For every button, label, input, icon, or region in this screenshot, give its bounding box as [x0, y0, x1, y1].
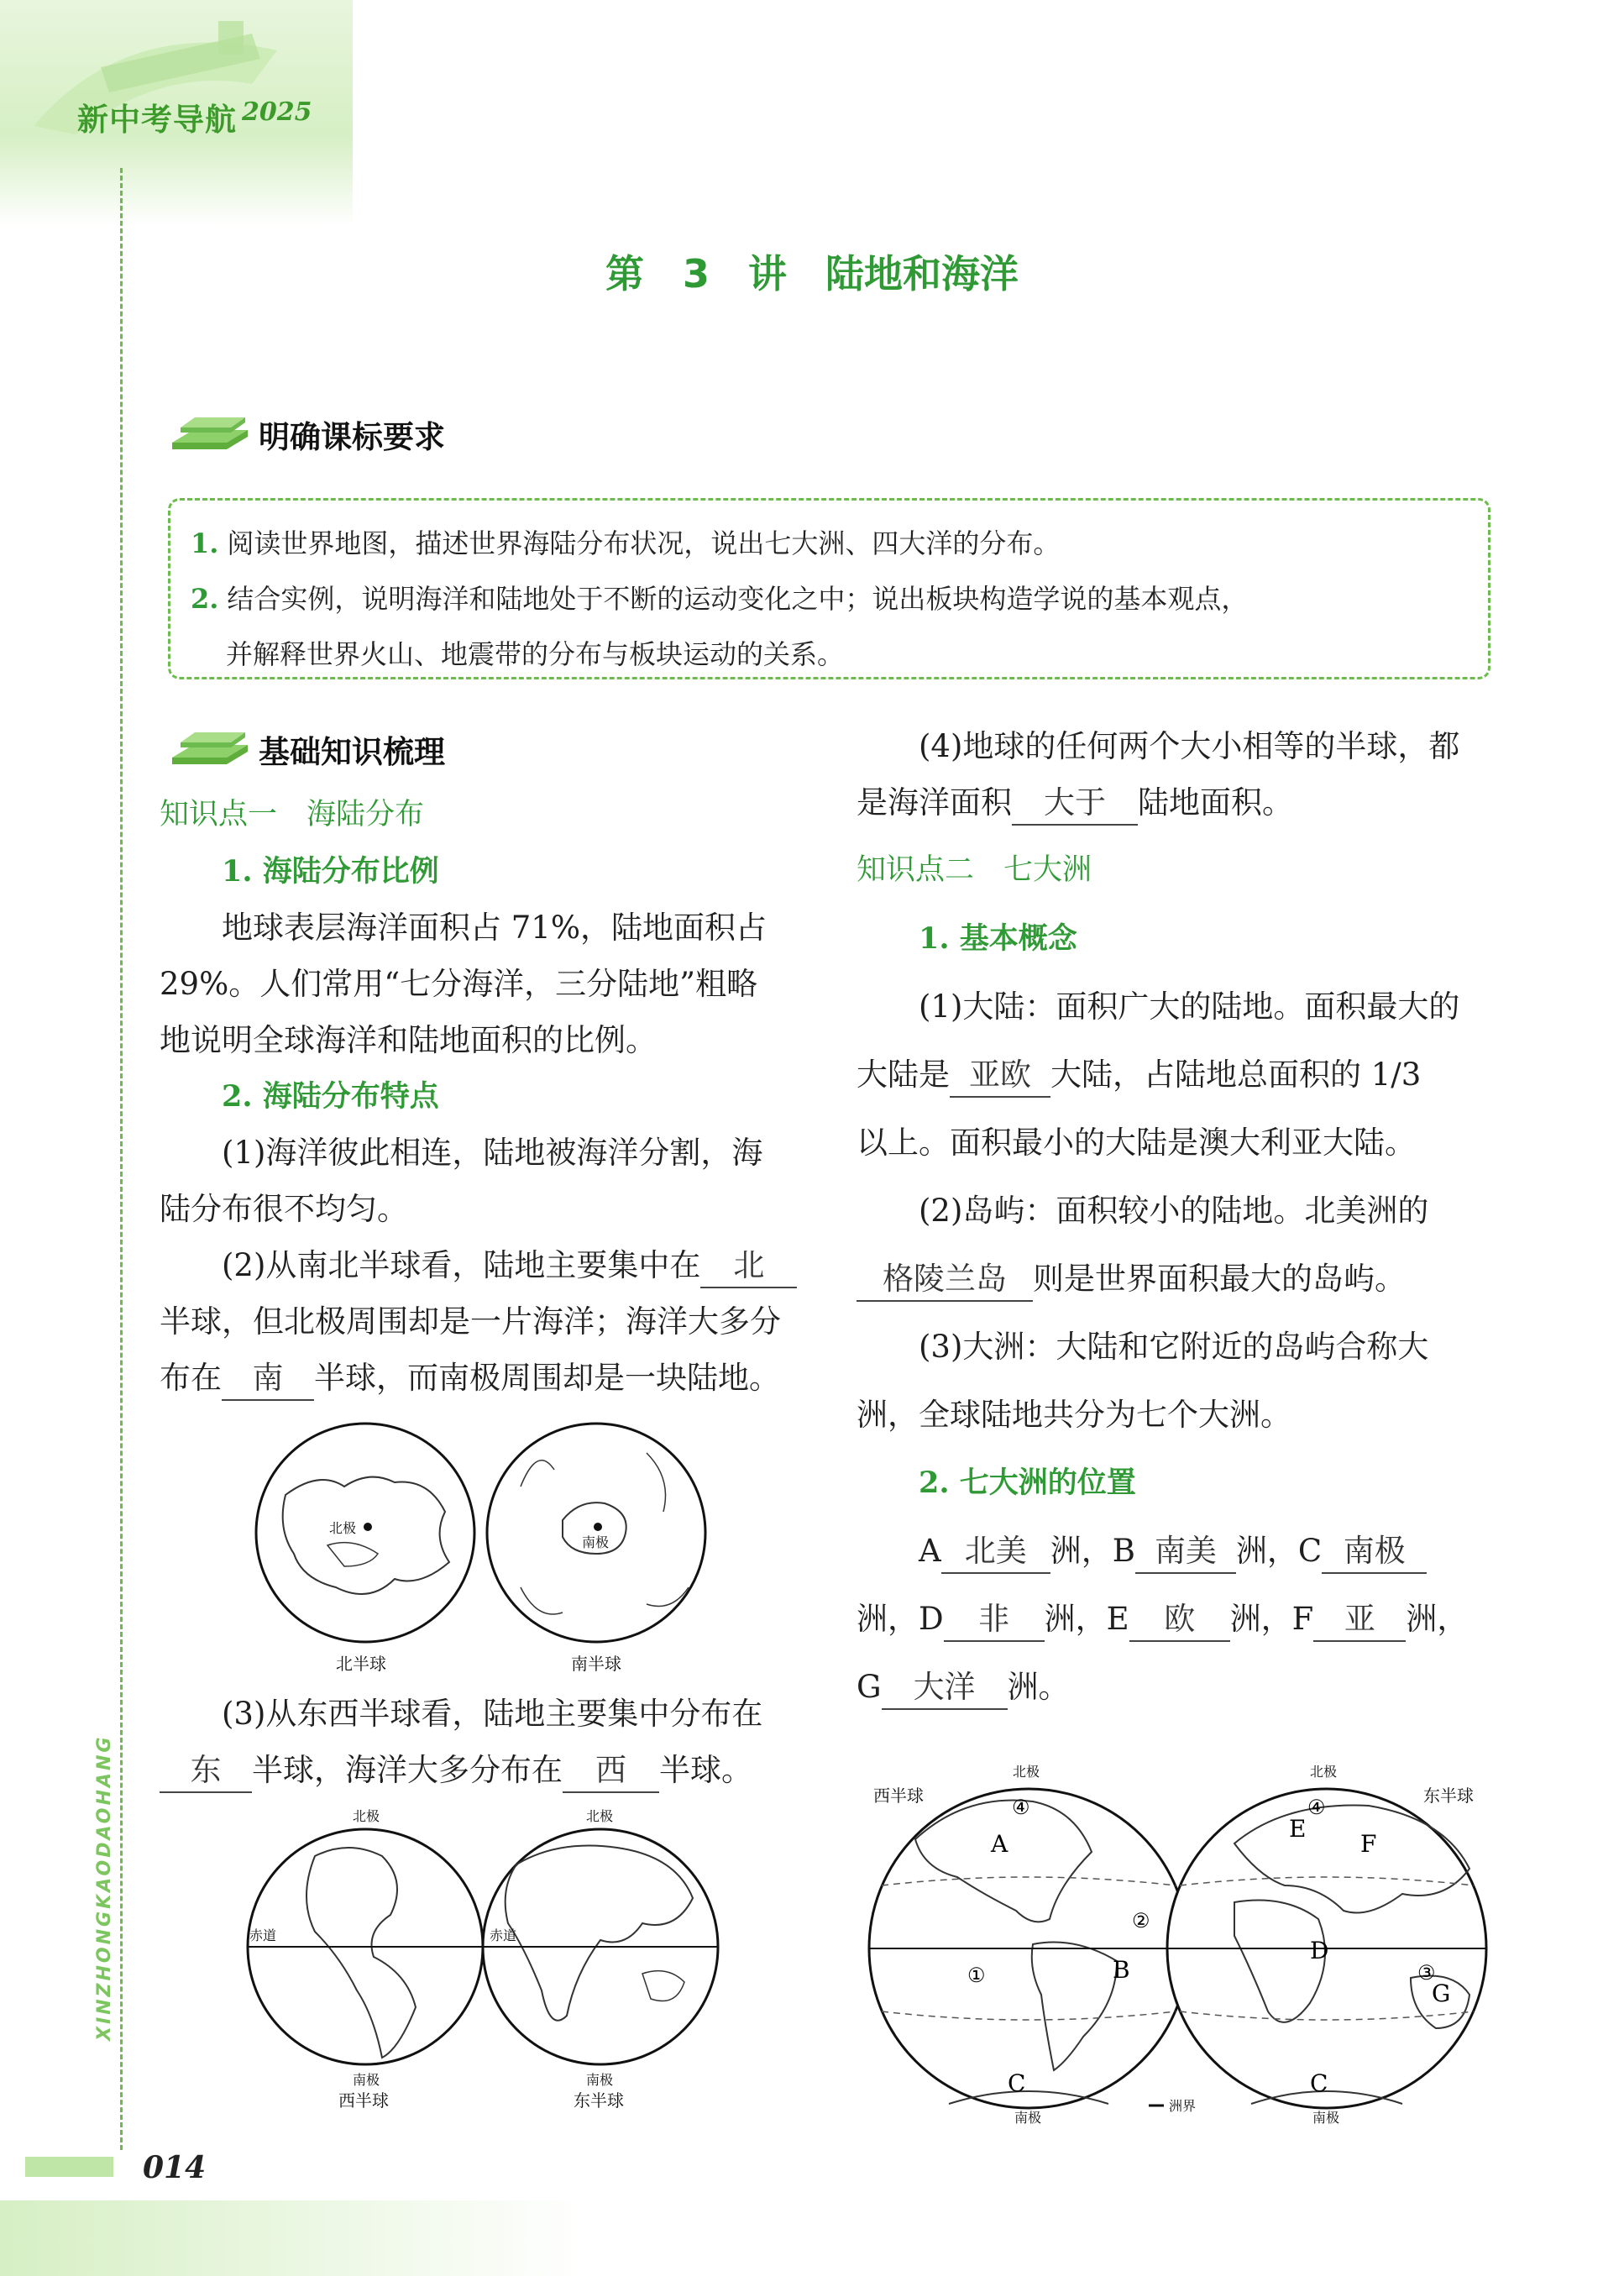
paragraph: 洲，全球陆地共分为七个大洲。 — [857, 1397, 1291, 1433]
page-number: 014 — [143, 2150, 207, 2185]
south-pole-label: 南极 — [582, 1534, 610, 1550]
section-label: 基础知识梳理 — [259, 734, 445, 770]
subheading: 1. 海陆分布比例 — [222, 854, 439, 889]
answer-blank[interactable]: 格陵兰岛 — [857, 1258, 1033, 1302]
right-column — [857, 718, 1511, 1715]
answer-blank[interactable]: 大于 — [1012, 782, 1138, 826]
answer-blank[interactable]: 北美 — [941, 1530, 1050, 1574]
subheading: 1. 基本概念 — [919, 921, 1077, 956]
section-heading-basics — [168, 724, 445, 774]
books-icon — [168, 409, 252, 459]
answer-blank[interactable]: 亚欧 — [950, 1054, 1050, 1098]
bottom-band — [0, 2200, 588, 2276]
paragraph: (3)从东西半球看，陆地主要集中分布在 — [222, 1696, 763, 1732]
books-icon — [168, 724, 252, 774]
ocean-number: ③ — [1417, 1961, 1436, 1985]
equator-label: 赤道 — [490, 1927, 517, 1943]
question-line: A 北美 洲，B 南美 洲，C 南极 — [857, 1523, 1511, 1579]
paragraph: 东 半球，海洋大多分布在 西 半球。 — [160, 1742, 815, 1798]
caption-south: 南半球 — [571, 1654, 621, 1674]
west-hemisphere-label: 西半球 — [873, 1786, 924, 1806]
south-hemisphere-globe — [487, 1424, 705, 1642]
ocean-number: ④ — [1012, 1796, 1030, 1819]
answer-blank[interactable]: 南美 — [1135, 1530, 1236, 1574]
answer-blank[interactable]: 非 — [944, 1598, 1045, 1642]
south-label-west: 南极 — [353, 2072, 380, 2088]
east-west-hemisphere-figure — [239, 1806, 735, 2116]
requirement-2-cont: 并解释世界火山、地震带的分布与板块运动的关系。 — [226, 638, 845, 670]
paragraph: 格陵兰岛 则是世界面积最大的岛屿。 — [857, 1251, 1511, 1307]
answer-blank[interactable]: 欧 — [1129, 1598, 1230, 1642]
continent-letter-C: C — [1310, 2069, 1328, 2097]
paragraph: (2)岛屿：面积较小的陆地。北美洲的 — [919, 1193, 1429, 1229]
continent-letter-B: B — [1113, 1956, 1130, 1984]
continent-letter-E: E — [1289, 1815, 1307, 1843]
paragraph: 半球，但北极周围却是一片海洋；海洋大多分 — [160, 1303, 781, 1340]
knowledge-point-2: 知识点二 七大洲 — [857, 853, 1092, 887]
requirement-2: 2. 结合实例，说明海洋和陆地处于不断的运动变化之中；说出板块构造学说的基本观点， — [191, 583, 1249, 615]
south-pole-dot — [594, 1523, 602, 1531]
east-hemisphere-label: 东半球 — [1423, 1786, 1474, 1806]
paragraph: 以上。面积最小的大陆是澳大利亚大陆。 — [857, 1125, 1416, 1161]
section-label: 明确课标要求 — [259, 419, 445, 455]
paragraph: 地说明全球海洋和陆地面积的比例。 — [160, 1022, 657, 1058]
page-title: 第 3 讲 陆地和海洋 — [605, 251, 1019, 296]
paragraph: 大陆是 亚欧 大陆，占陆地总面积的 1/3 — [857, 1046, 1511, 1103]
left-column — [160, 787, 815, 1406]
north-hemisphere-globe — [256, 1424, 474, 1642]
paragraph: (1)大陆：面积广大的陆地。面积最大的 — [919, 989, 1460, 1025]
continent-letter-F: F — [1360, 1830, 1377, 1858]
north-label: 北极 — [1310, 1764, 1338, 1780]
ocean-number: ② — [1132, 1909, 1150, 1933]
continent-letter-A: A — [991, 1830, 1008, 1858]
paragraph: (4)地球的任何两个大小相等的半球，都 — [919, 728, 1460, 764]
answer-blank[interactable]: 西 — [563, 1749, 659, 1793]
paragraph: 布在 南 半球，而南极周围却是一块陆地。 — [160, 1350, 815, 1406]
caption-west: 西半球 — [338, 2090, 389, 2111]
page-tab — [25, 2157, 113, 2177]
south-label: 南极 — [1312, 2110, 1340, 2126]
seven-continents-figure — [865, 1759, 1511, 2129]
knowledge-point-1: 知识点一 海陆分布 — [160, 798, 425, 831]
south-label-east: 南极 — [586, 2072, 614, 2088]
north-pole-label: 北极 — [329, 1520, 357, 1536]
requirements-box — [168, 498, 1490, 679]
answer-blank[interactable]: 南极 — [1322, 1530, 1427, 1574]
paragraph: 是海洋面积 大于 陆地面积。 — [857, 774, 1511, 831]
ocean-number: ④ — [1307, 1796, 1326, 1819]
continent-letter-G: G — [1432, 1980, 1451, 2007]
paragraph: 陆分布很不均匀。 — [160, 1191, 408, 1227]
answer-blank[interactable]: 东 — [160, 1749, 252, 1793]
left-column-continued — [160, 1686, 815, 1798]
continent-letter-D: D — [1310, 1937, 1329, 1964]
paragraph: (2)从南北半球看，陆地主要集中在 北 — [160, 1237, 815, 1293]
paragraph: (3)大洲：大陆和它附近的岛屿合称大 — [919, 1329, 1429, 1365]
north-label-west: 北极 — [353, 1808, 380, 1824]
question-line: 洲，D 非 洲，E 欧 洲，F 亚 洲， — [857, 1591, 1511, 1647]
answer-blank[interactable]: 南 — [222, 1357, 314, 1401]
caption-east: 东半球 — [574, 2090, 624, 2111]
caption-north: 北半球 — [336, 1654, 386, 1674]
paragraph: 29%。人们常用“七分海洋，三分陆地”粗略 — [160, 966, 758, 1002]
question-line: G 大洋 洲。 — [857, 1659, 1511, 1715]
brand-year: 2025 — [242, 97, 312, 127]
subheading: 2. 七大洲的位置 — [919, 1466, 1136, 1500]
polar-hemisphere-figure — [252, 1419, 722, 1680]
answer-blank[interactable]: 亚 — [1313, 1598, 1406, 1642]
side-text: XINZHONGKAODAOHANG — [94, 1734, 115, 2041]
requirement-1: 1. 阅读世界地图，描述世界海陆分布状况，说出七大洲、四大洋的分布。 — [191, 527, 1061, 559]
boundary-legend-label: 洲界 — [1169, 2098, 1197, 2114]
north-label: 北极 — [1013, 1764, 1040, 1780]
paragraph: (1)海洋彼此相连，陆地被海洋分割，海 — [222, 1135, 763, 1171]
section-heading-standards — [168, 409, 445, 459]
continent-letter-C: C — [1008, 2069, 1026, 2097]
brand-title: 新中考导航 — [77, 102, 237, 138]
answer-blank[interactable]: 北 — [700, 1245, 797, 1288]
north-pole-dot — [364, 1523, 372, 1531]
equator-label: 赤道 — [249, 1927, 277, 1943]
south-label: 南极 — [1014, 2110, 1042, 2126]
ocean-number: ① — [967, 1964, 986, 1987]
north-label-east: 北极 — [586, 1808, 614, 1824]
paragraph: 地球表层海洋面积占 71%，陆地面积占 — [222, 910, 767, 946]
subheading: 2. 海陆分布特点 — [222, 1079, 439, 1114]
answer-blank[interactable]: 大洋 — [882, 1666, 1008, 1710]
